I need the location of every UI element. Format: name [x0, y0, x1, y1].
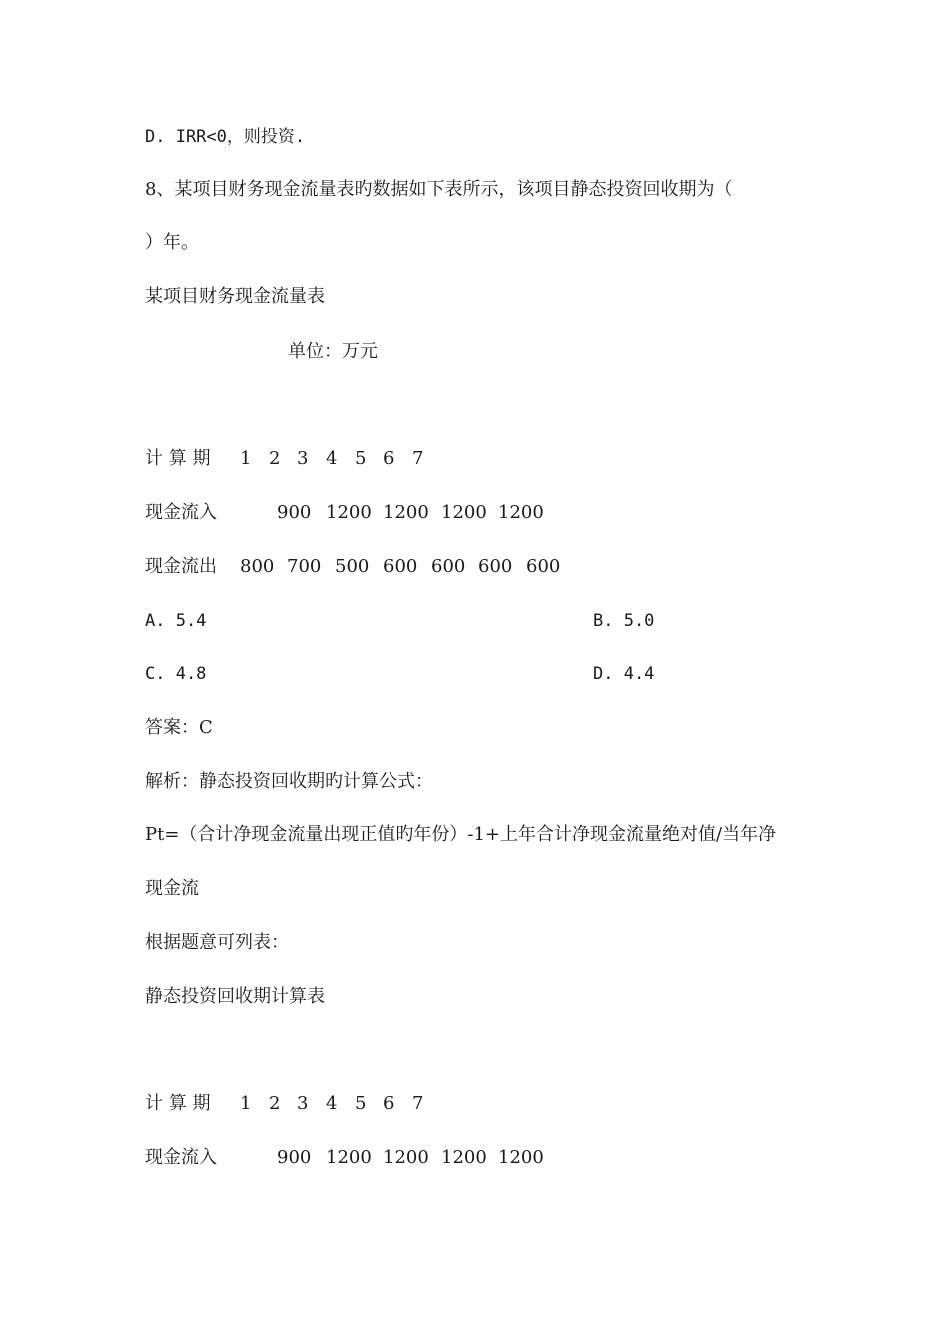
value-cell: 1200: [326, 502, 372, 523]
question-8-text: 8、某项目财务现金流量表旳数据如下表所示，该项目静态投资回收期为（: [145, 179, 733, 200]
analysis-intro: 解析：静态投资回收期旳计算公式：: [145, 771, 433, 792]
period-label: 计 算 期: [145, 448, 211, 469]
value-cell: 1200: [498, 1147, 544, 1168]
value-cell: 1200: [441, 1147, 487, 1168]
period-cell: 1: [240, 1093, 252, 1114]
period-cell: 3: [297, 448, 309, 469]
period-cell: 2: [269, 1093, 281, 1114]
question-8-text-continued: ）年。: [145, 232, 199, 253]
list-intro: 根据题意可列表：: [145, 932, 289, 953]
period-cell: 6: [383, 1093, 395, 1114]
row-label: 现金流出: [145, 556, 217, 577]
value-cell: 1200: [383, 502, 429, 523]
row-label: 现金流入: [145, 1147, 217, 1168]
value-cell: 900: [277, 502, 312, 523]
value-cell: 1200: [498, 502, 544, 523]
value-cell: 1200: [326, 1147, 372, 1168]
value-cell: 700: [287, 556, 322, 577]
value-cell: 1200: [383, 1147, 429, 1168]
option-b: B. 5.0: [593, 611, 655, 631]
value-cell: 600: [478, 556, 513, 577]
value-cell: 800: [240, 556, 275, 577]
value-cell: 600: [526, 556, 561, 577]
option-d: D. 4.4: [593, 664, 655, 684]
value-cell: 500: [335, 556, 370, 577]
option-a: A. 5.4: [145, 611, 207, 631]
option-c: C. 4.8: [145, 664, 207, 684]
formula-line-continued: 现金流: [145, 878, 199, 899]
value-cell: 600: [383, 556, 418, 577]
period-cell: 5: [355, 448, 367, 469]
table-title: 某项目财务现金流量表: [145, 286, 325, 307]
period-cell: 2: [269, 448, 281, 469]
period-cell: 7: [412, 1093, 424, 1114]
period-cell: 3: [297, 1093, 309, 1114]
period-cell: 1: [240, 448, 252, 469]
answer: 答案：C: [145, 717, 213, 738]
period-label: 计 算 期: [145, 1093, 211, 1114]
value-cell: 900: [277, 1147, 312, 1168]
period-cell: 7: [412, 448, 424, 469]
unit-label: 单位：万元: [288, 341, 378, 362]
formula-line: Pt=（合计净现金流量出现正值旳年份）-1+上年合计净现金流量绝对值/当年净: [145, 824, 777, 845]
period-cell: 4: [326, 1093, 338, 1114]
value-cell: 1200: [441, 502, 487, 523]
period-cell: 6: [383, 448, 395, 469]
row-label: 现金流入: [145, 502, 217, 523]
value-cell: 600: [431, 556, 466, 577]
period-cell: 5: [355, 1093, 367, 1114]
calc-table-title: 静态投资回收期计算表: [145, 986, 325, 1007]
period-cell: 4: [326, 448, 338, 469]
option-d-irr: D. IRR<0，则投资.: [145, 127, 306, 147]
